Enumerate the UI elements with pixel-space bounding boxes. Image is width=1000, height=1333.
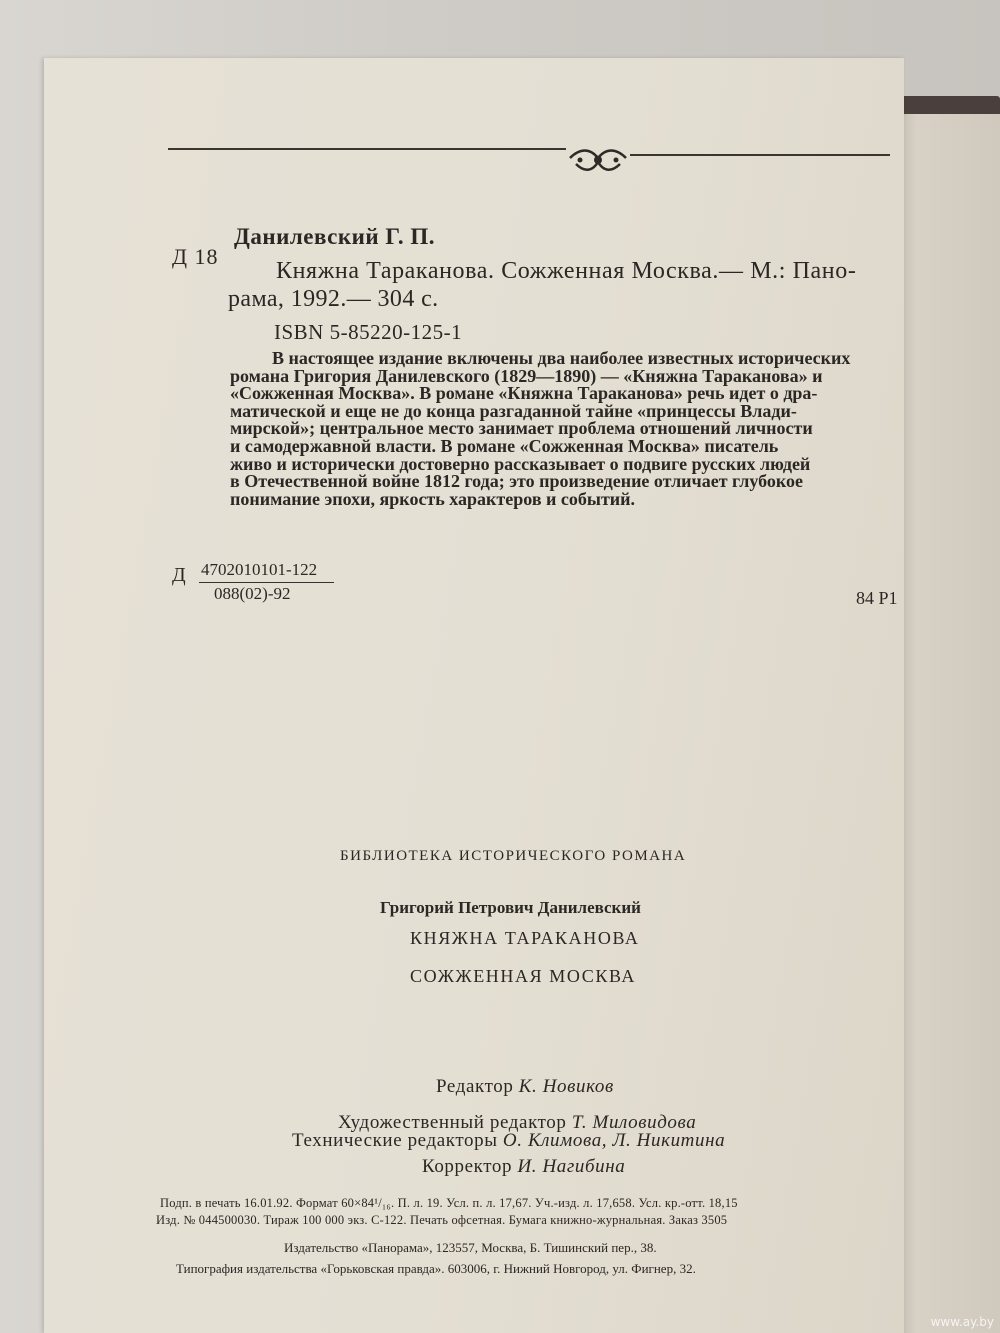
watermark: www.ay.by <box>930 1315 994 1329</box>
credit-corrector <box>422 1156 625 1178</box>
annotation-line: в Отечественной войне 1812 года; это произведение отличает глубокое <box>230 471 804 492</box>
printer-address: Типография издательства «Горьковская правда». 603006, г. Нижний Новгород, ул. Фигнер, 32. <box>176 1261 696 1276</box>
annotation-line: понимание эпохи, яркость характеров и событий. <box>230 488 636 509</box>
header-rule-right <box>630 154 890 156</box>
book-title-1: КНЯЖНА ТАРАКАНОВА <box>410 928 640 948</box>
annotation-line: матической и еще не до конца разгаданной тайне «принцессы Влади- <box>230 400 797 421</box>
annotation-line: и самодержавной власти. В романе «Сожженная Москва» писатель <box>230 435 779 456</box>
classification-code: 84 Р1 <box>856 588 898 608</box>
annotation-line: романа Григория Данилевского (1829—1890) — «Княжна Тараканова» и <box>230 365 823 386</box>
credit-name: О. Климова, Л. Никитина <box>502 1130 726 1151</box>
imprint-line-2: Изд. № 044500030. Тираж 100 000 экз. С-122. Печать офсетная. Бумага книжно-журнальная. Заказ 3505 <box>156 1213 728 1227</box>
catalog-title-line2: рама, 1992.— 304 с. <box>228 286 439 312</box>
ornament-icon <box>566 144 630 178</box>
credit-editor <box>436 1076 614 1098</box>
index-denominator: 088(02)-92 <box>214 584 291 603</box>
book-cover-corner <box>900 96 1000 114</box>
credit-name: И. Нагибина <box>517 1156 626 1177</box>
annotation-line: живо и исторически достоверно рассказывает о подвиге русских людей <box>230 453 811 474</box>
credit-name: Т. Миловидова <box>571 1112 697 1133</box>
credit-tech-editors <box>292 1130 725 1152</box>
annotation-line: В настоящее издание включены два наиболее известных исторических <box>272 348 851 368</box>
index-numerator: 4702010101-122 <box>201 560 318 579</box>
index-letter: Д <box>172 564 186 586</box>
annotation-line: мирской»; центральное место занимает проблема отношений личности <box>230 418 813 439</box>
annotation <box>230 350 904 508</box>
annotation-line: «Сожженная Москва». В романе «Княжна Тараканова» речь идет о дра- <box>230 383 818 404</box>
credit-label: Художественный редактор <box>338 1112 567 1133</box>
book-page <box>44 58 904 1333</box>
credit-label: Редактор <box>436 1076 514 1097</box>
publisher-address: Издательство «Панорама», 123557, Москва, Б. Тишинский пер., 38. <box>284 1240 657 1255</box>
credit-label: Корректор <box>422 1156 513 1177</box>
book-title-2: СОЖЖЕННАЯ МОСКВА <box>410 966 637 986</box>
author-full-name: Григорий Петрович Данилевский <box>380 898 641 917</box>
catalog-code: Д 18 <box>172 244 219 269</box>
credit-label: Технические редакторы <box>292 1130 498 1151</box>
catalog-title-line1: Княжна Тараканова. Сожженная Москва.— М.: Пано- <box>276 258 857 284</box>
catalog-author: Данилевский Г. П. <box>234 224 436 249</box>
index-fraction-rule <box>199 582 334 583</box>
isbn: ISBN 5-85220-125-1 <box>274 320 463 344</box>
header-rule-left <box>168 148 566 150</box>
credit-name: К. Новиков <box>518 1076 614 1097</box>
series-title: БИБЛИОТЕКА ИСТОРИЧЕСКОГО РОМАНА <box>340 848 687 864</box>
imprint-line-1: Подп. в печать 16.01.92. Формат 60×84¹/₁₆. П. л. 19. Усл. п. л. 17,67. Уч.-изд. л. 17,658. Усл. кр.-отт. 18,15 <box>160 1196 738 1210</box>
